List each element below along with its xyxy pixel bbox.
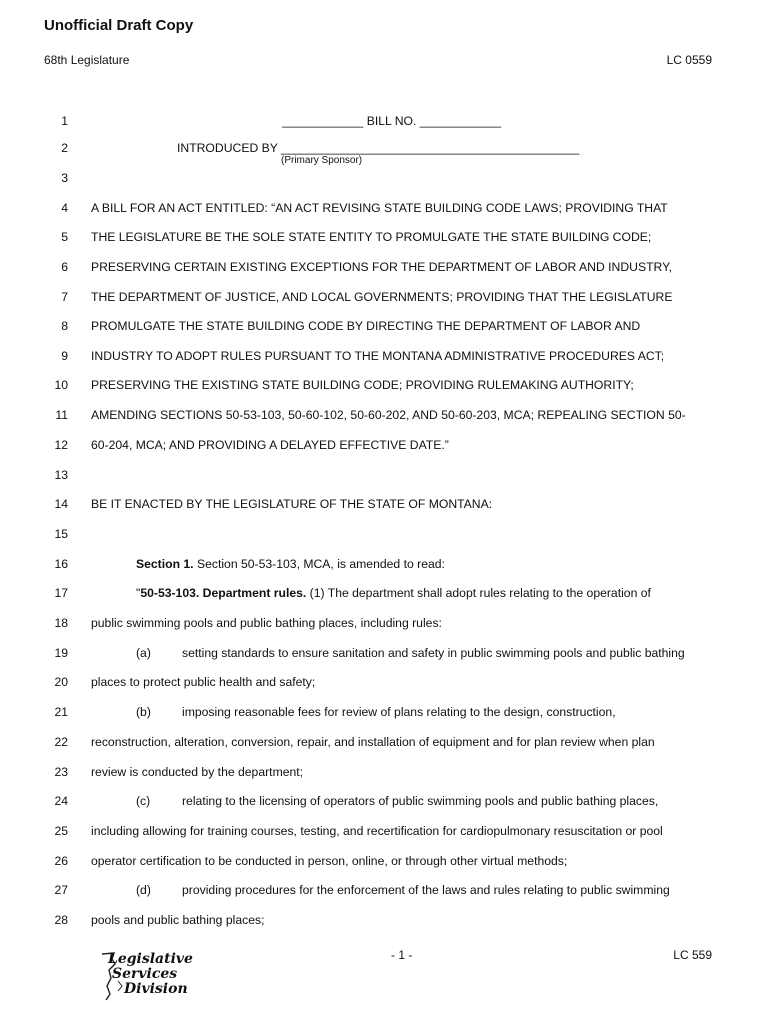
subsection-label: (a) [136,646,151,660]
line-number: 17 [54,586,68,600]
bill-text: A BILL FOR AN ACT ENTITLED: “AN ACT REVISING STATE BUILDING CODE LAWS; PROVIDING THAT [91,201,668,215]
line-number: 28 [54,913,68,927]
line-number: 1 [61,114,68,128]
line-number: 10 [54,378,68,392]
line-number: 9 [61,349,68,363]
line-number: 6 [61,260,68,274]
line-number: 8 [61,319,68,333]
bill-line [0,438,770,456]
statute-title: 50-53-103. Department rules. [140,586,307,600]
legislature-label: 68th Legislature [44,53,130,67]
bill-text: operator certification to be conducted in person, online, or through other virtual methods; [91,854,568,868]
bill-line [0,349,770,367]
line-number: 18 [54,616,68,630]
section-text: Section 50-53-103, MCA, is amended to read: [193,557,445,571]
line-number: 11 [55,408,68,422]
page-number: - 1 - [391,948,413,962]
bill-line [0,854,770,872]
bill-line [0,735,770,753]
bill-line [0,527,770,545]
bill-line [0,824,770,842]
bill-line [0,290,770,308]
line-number: 23 [54,765,68,779]
bill-text: pools and public bathing places; [91,913,265,927]
bill-text: AMENDING SECTIONS 50-53-103, 50-60-102, 50-60-202, AND 50-60-203, MCA; REPEALING SECTION 50- [91,408,686,422]
lc-number-header: LC 0559 [666,53,712,67]
logo-word-division: Division [124,981,188,997]
subsection-text: imposing reasonable fees for review of plans relating to the design, construction, [182,705,616,719]
logo-word-services: Services [112,966,178,982]
section-number: Section 1. [136,557,194,571]
bill-line [0,913,770,931]
logo-word-legislative: Legislative [108,951,193,967]
bill-number-line: ____________ BILL NO. ____________ [282,114,502,128]
bill-line [0,408,770,426]
line-number: 2 [61,141,68,155]
bill-text: public swimming pools and public bathing places, including rules: [91,616,442,630]
bill-text: PROMULGATE THE STATE BUILDING CODE BY DIRECTING THE DEPARTMENT OF LABOR AND [91,319,641,333]
open-quote: " [136,586,141,600]
line-number: 12 [54,438,68,452]
draft-title: Unofficial Draft Copy [44,17,194,34]
subsection-text: relating to the licensing of operators of public swimming pools and public bathing places, [182,794,659,808]
bill-line [0,616,770,634]
bill-text: INDUSTRY TO ADOPT RULES PURSUANT TO THE MONTANA ADMINISTRATIVE PROCEDURES ACT; [91,349,665,363]
line-number: 24 [54,794,68,808]
line-number: 19 [54,646,68,660]
bill-line [0,705,770,723]
bill-line [0,557,770,575]
bill-line [0,765,770,783]
line-number: 20 [54,675,68,689]
bill-line [0,114,770,132]
line-number: 5 [61,230,68,244]
line-number: 21 [54,705,68,719]
bill-text: review is conducted by the department; [91,765,304,779]
section-heading [136,557,445,571]
line-number: 4 [61,201,68,215]
line-number: 13 [54,468,68,482]
enacting-clause: BE IT ENACTED BY THE LEGISLATURE OF THE STATE OF MONTANA: [91,497,493,511]
bill-line [0,586,770,604]
subsection-label: (b) [136,705,151,719]
bill-text: PRESERVING CERTAIN EXISTING EXCEPTIONS FOR THE DEPARTMENT OF LABOR AND INDUSTRY, [91,260,673,274]
bill-line [0,378,770,396]
line-number: 16 [54,557,68,571]
line-number: 22 [54,735,68,749]
line-number: 7 [61,290,68,304]
bill-line [0,794,770,812]
lc-number-footer: LC 559 [673,948,712,962]
subsection-text: providing procedures for the enforcement of the laws and rules relating to public swimming [182,883,670,897]
line-number: 26 [54,854,68,868]
bill-line [0,141,770,159]
line-number: 14 [54,497,68,511]
bill-line [0,883,770,901]
bill-line [0,171,770,189]
line-number: 25 [54,824,68,838]
subsection-text: setting standards to ensure sanitation and safety in public swimming pools and public bathing [182,646,685,660]
subsection-label: (c) [136,794,151,808]
bill-line [0,497,770,515]
line-number: 27 [54,883,68,897]
primary-sponsor-caption: (Primary Sponsor) [281,155,363,166]
line-number: 3 [61,171,68,185]
bill-text: reconstruction, alteration, conversion, repair, and installation of equipment and for plan review when plan [91,735,655,749]
bill-text: THE DEPARTMENT OF JUSTICE, AND LOCAL GOVERNMENTS; PROVIDING THAT THE LEGISLATURE [91,290,673,304]
bill-line [0,319,770,337]
introduced-by-line: INTRODUCED BY ____________________________________________ [177,141,580,155]
bill-text: 60-204, MCA; AND PROVIDING A DELAYED EFFECTIVE DATE.” [91,438,449,452]
statute-heading [136,586,651,600]
bill-line [0,201,770,219]
subsection-label: (d) [136,883,151,897]
bill-line [0,646,770,664]
bill-line [0,675,770,693]
bill-text: including allowing for training courses, testing, and recertification for cardiopulmonary resuscitation or pool [91,824,663,838]
legislative-services-division-logo [98,950,193,1002]
line-number: 15 [54,527,68,541]
bill-text: THE LEGISLATURE BE THE SOLE STATE ENTITY TO PROMULGATE THE STATE BUILDING CODE; [91,230,652,244]
bill-text: PRESERVING THE EXISTING STATE BUILDING CODE; PROVIDING RULEMAKING AUTHORITY; [91,378,634,392]
statute-text: (1) The department shall adopt rules relating to the operation of [306,586,651,600]
bill-line [0,260,770,278]
bill-text: places to protect public health and safety; [91,675,316,689]
bill-line [0,468,770,486]
bill-line [0,230,770,248]
